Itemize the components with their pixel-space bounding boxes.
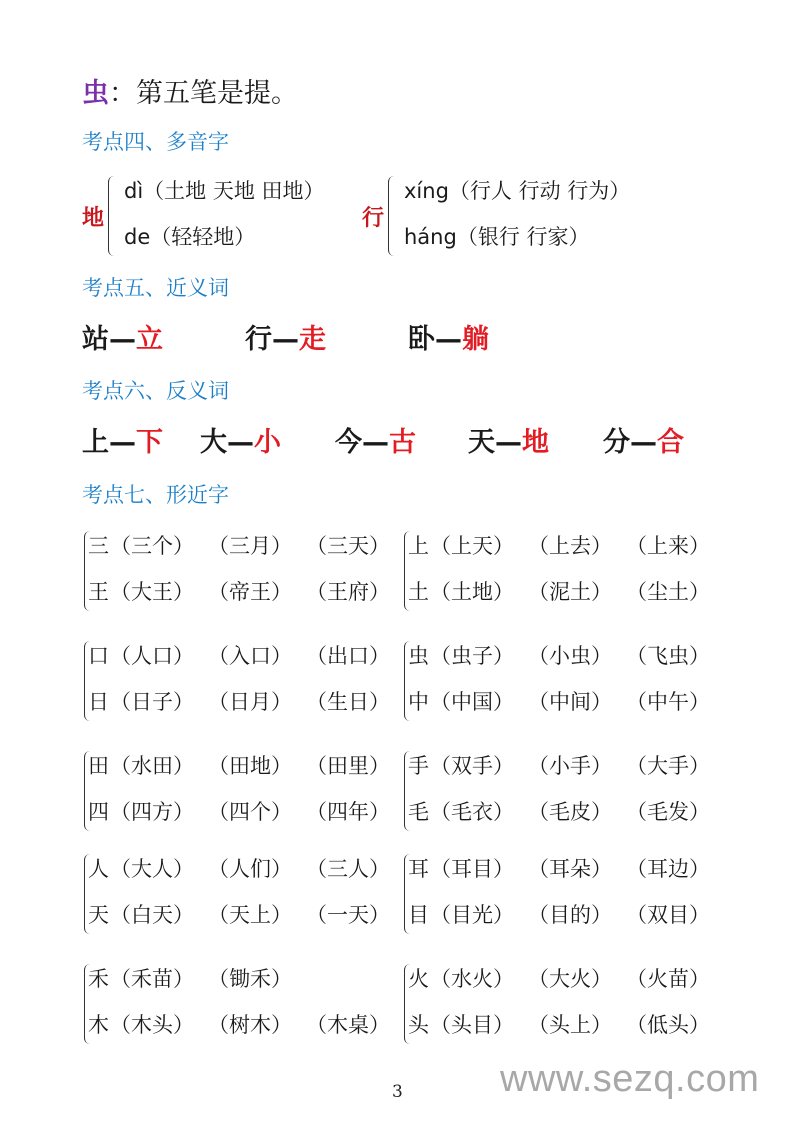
brace-icon — [108, 176, 117, 256]
antonym-pair: 天—地 — [468, 427, 549, 458]
similar-char-group: 禾 （禾苗） （锄禾） 木 （木头） （树木） （木桌） 火 （水火） （大火） （火苗） 头 （头目） （头上） （低头） — [84, 958, 734, 1050]
reading-line: dì（土地 天地 田地） — [124, 179, 325, 203]
section-heading-synonyms: 考点五、近义词 — [82, 276, 229, 300]
antonym-pair: 今—古 — [335, 427, 416, 458]
reading-line: xíng（行人 行动 行为） — [404, 179, 631, 203]
antonym-pair: 上—下 — [82, 427, 163, 458]
synonym-pair: 站—立 — [82, 324, 163, 355]
reading-line: háng（银行 行家） — [404, 225, 590, 249]
similar-char-group: 田 （水田） （田地） （田里） 四 （四方） （四个） （四年） 手 （双手） （小手） （大手） 毛 （毛衣） （毛皮） （毛发） — [84, 745, 734, 837]
antonym-pair: 分—合 — [603, 427, 684, 458]
polyphone-char-di: 地 — [82, 206, 105, 231]
key-character: 虫 — [82, 78, 109, 109]
synonym-pair: 卧—躺 — [408, 324, 489, 355]
reading-line: de（轻轻地） — [124, 225, 256, 249]
colon: ： — [109, 78, 136, 109]
page-number: 3 — [392, 1082, 403, 1102]
section-heading-antonyms: 考点六、反义词 — [82, 379, 229, 403]
polyphone-char-xing: 行 — [362, 206, 385, 231]
polyphone-block — [82, 170, 722, 260]
section-heading-polyphones: 考点四、多音字 — [82, 130, 229, 154]
antonym-pair: 大—小 — [200, 427, 281, 458]
similar-char-group: 三 （三个） （三月） （三天） 王 （大王） （帝王） （王府） 上 （上天） （上去） （上来） 土 （土地） （泥土） （尘土） — [84, 525, 734, 617]
stroke-note-text: 第五笔是提。 — [136, 78, 298, 109]
watermark: www.sezq.com — [500, 1058, 760, 1100]
similar-char-group: 人 （大人） （人们） （三人） 天 （白天） （天上） （一天） 耳 （耳目） （耳朵） （耳边） 目 （目光） （目的） （双目） — [84, 848, 734, 940]
brace-icon — [388, 176, 397, 256]
stroke-note — [82, 74, 298, 114]
section-heading-similar-chars: 考点七、形近字 — [82, 483, 229, 507]
synonym-pair: 行—走 — [245, 324, 326, 355]
similar-char-group: 口 （人口） （入口） （出口） 日 （日子） （日月） （生日） 虫 （虫子） （小虫） （飞虫） 中 （中国） （中间） （中午） — [84, 635, 734, 727]
